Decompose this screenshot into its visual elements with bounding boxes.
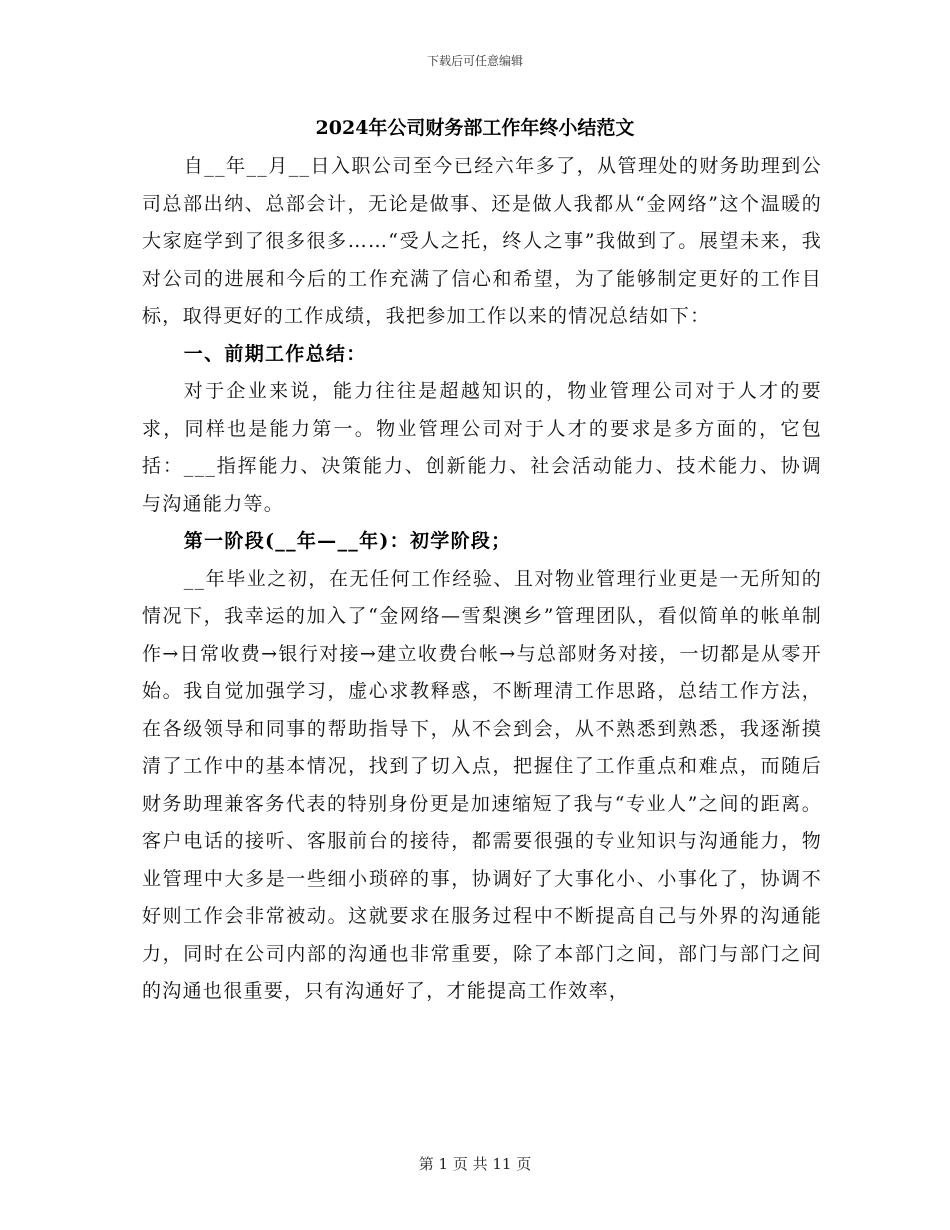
stage-one-heading: 第一阶段(__年—__年)：初学阶段；: [183, 530, 512, 552]
stage-one-paragraph: __年毕业之初，在无任何工作经验、且对物业管理行业更是一无所知的情况下，我幸运的加入了“金网络—雪梨澳乡”管理团队，看似简单的帐单制作→日常收费→银行对接→建立收费台帐→与总部财务对接，一切都是从零开始。我自觉加强学习，虚心求教释惑，不断理清工作思路，总结工作方法，在各级领导和同事的帮助指导下，从不会到会，从不熟悉到熟悉，我逐渐摸清了工作中的基本情况，找到了切入点，把握住了工作重点和难点，而随后财务助理兼客务代表的特别身份更是加速缩短了我与“专业人”之间的距离。客户电话的接听、客服前台的接待，都需要很强的专业知识与沟通能力，物业管理中大多是一些细小琐碎的事，协调好了大事化小、小事化了，协调不好则工作会非常被动。这就要求在服务过程中不断提高自己与外界的沟通能力，同时在公司内部的沟通也非常重要，除了本部门之间，部门与部门之间的沟通也很重要，只有沟通好了，才能提高工作效率，: [142, 567, 822, 1002]
page-header-note: 下载后可任意编辑: [426, 54, 523, 68]
section-heading-early-summary: 一、前期工作总结：: [183, 342, 367, 365]
ability-paragraph: 对于企业来说，能力往往是超越知识的，物业管理公司对于人才的要求，同样也是能力第一。物业管理公司对于人才的要求是多方面的，它包括：___指挥能力、决策能力、创新能力、社会活动能力、技术能力、协调与沟通能力等。: [142, 380, 822, 515]
document-body: [142, 148, 822, 1011]
page-number: 第 1 页 共 11 页: [418, 1155, 532, 1173]
document-title: 2024年公司财务部工作年终小结范文: [315, 117, 635, 139]
intro-paragraph: 自__年__月__日入职公司至今已经六年多了，从管理处的财务助理到公司总部出纳、总部会计，无论是做事、还是做人我都从“金网络”这个温暖的大家庭学到了很多很多……“受人之托，终人之事”我做到了。展望未来，我对公司的进展和今后的工作充满了信心和希望，为了能够制定更好的工作目标，取得更好的工作成绩，我把参加工作以来的情况总结如下：: [142, 155, 822, 327]
